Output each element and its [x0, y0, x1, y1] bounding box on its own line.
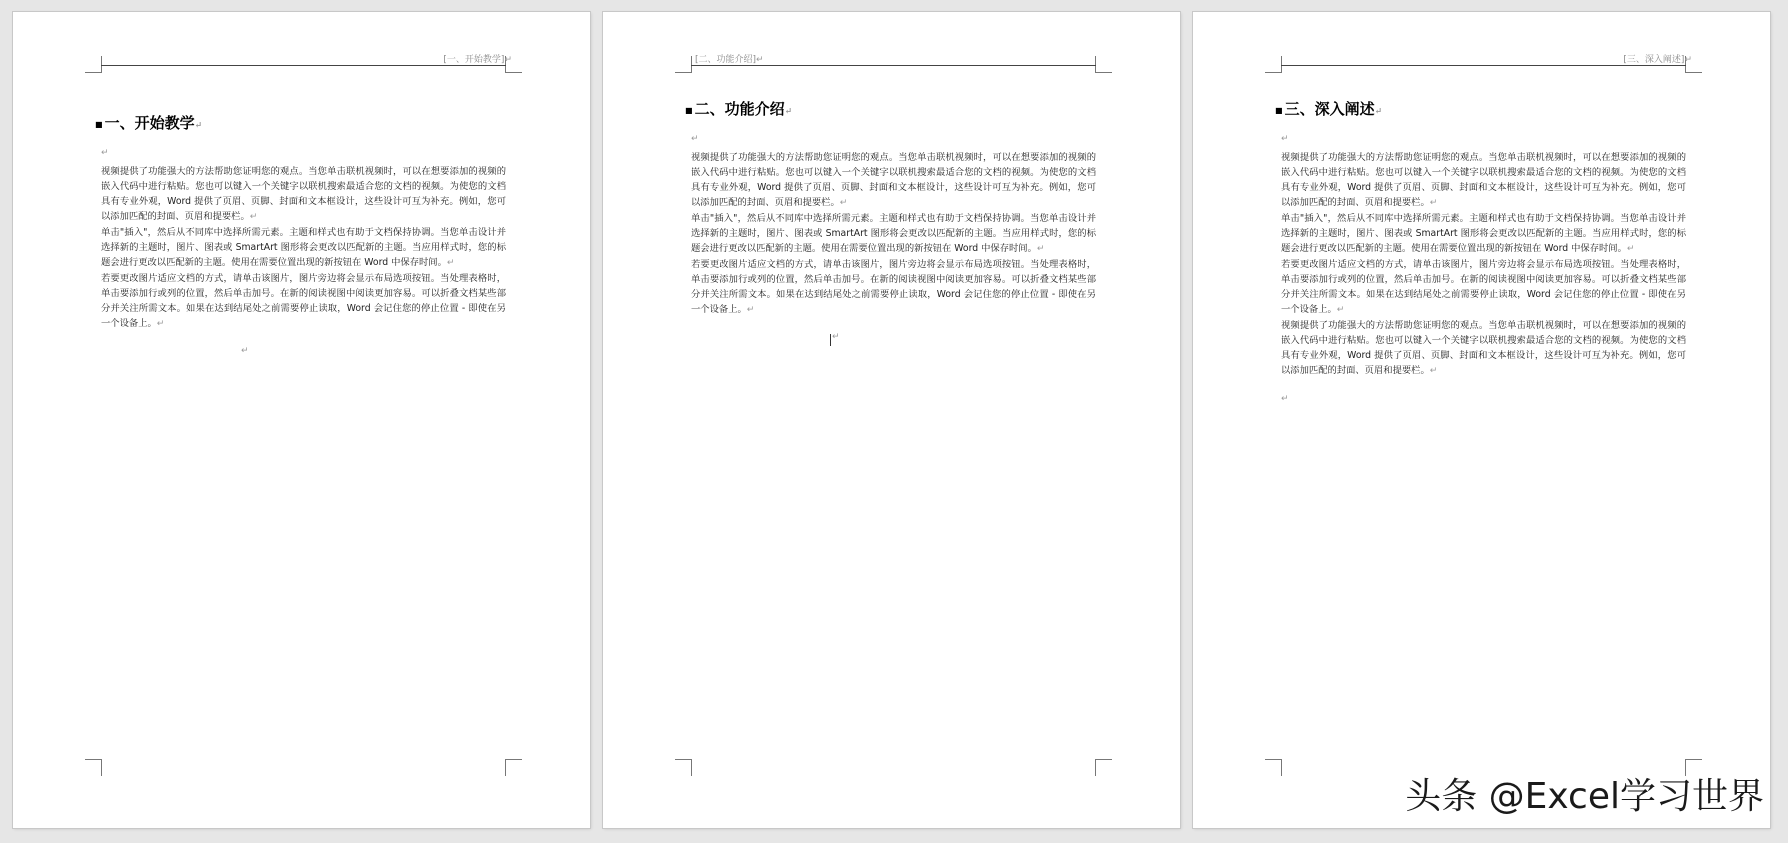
paragraph: 视频提供了功能强大的方法帮助您证明您的观点。当您单击联机视频时，可以在想要添加的视频的嵌入代码中进行粘贴。您也可以键入一个关键字以联机搜索最适合您的文档的视频。为使您的文档具有专业外观，Word 提供了页眉、页脚、封面和文本框设计，这些设计可互为补充。例如，您可以添加匹配的封面、页眉和提要栏。↵ — [1281, 320, 1686, 376]
crop-mark-bottom-left — [675, 759, 692, 776]
empty-paragraph-mark: ↵ — [1281, 394, 1289, 404]
body-text[interactable] — [691, 150, 1096, 318]
watermark: 头条 @Excel学习世界 — [1405, 776, 1764, 817]
empty-paragraph-mark: ↵ — [1281, 134, 1289, 144]
empty-paragraph-mark: ↵ — [691, 134, 699, 144]
paragraph: 若要更改图片适应文档的方式，请单击该图片，图片旁边将会显示布局选项按钮。当处理表格时，单击要添加行或列的位置，然后单击加号。在新的阅读视图中阅读更加容易。可以折叠文档某些部分并关注所需文本。如果在达到结尾处之前需要停止读取，Word 会记住您的停止位置 - 即使在另一个设备上。↵ — [101, 273, 506, 329]
text-cursor — [830, 334, 831, 346]
paragraph: 单击"插入"，然后从不同库中选择所需元素。主题和样式也有助于文档保持协调。当您单击设计并选择新的主题时，图片、图表或 SmartArt 图形将会更改以匹配新的主题。当应用样式时，您的标题会进行更改以匹配新的主题。使用在需要位置出现的新按钮在 Word 中保存时间。↵ — [691, 213, 1096, 254]
crop-mark-bottom-right — [1095, 759, 1112, 776]
paragraph: 视频提供了功能强大的方法帮助您证明您的观点。当您单击联机视频时，可以在想要添加的视频的嵌入代码中进行粘贴。您也可以键入一个关键字以联机搜索最适合您的文档的视频。为使您的文档具有专业外观，Word 提供了页眉、页脚、封面和文本框设计，这些设计可互为补充。例如，您可以添加匹配的封面、页眉和提要栏。↵ — [691, 152, 1096, 208]
header-rule — [1281, 65, 1686, 66]
section-heading[interactable]: ■ 二、功能介绍↵ — [685, 100, 793, 118]
paragraph: 若要更改图片适应文档的方式，请单击该图片，图片旁边将会显示布局选项按钮。当处理表格时，单击要添加行或列的位置，然后单击加号。在新的阅读视图中阅读更加容易。可以折叠文档某些部分并关注所需文本。如果在达到结尾处之前需要停止读取，Word 会记住您的停止位置 - 即使在另一个设备上。↵ — [1281, 259, 1686, 315]
paragraph: 视频提供了功能强大的方法帮助您证明您的观点。当您单击联机视频时，可以在想要添加的视频的嵌入代码中进行粘贴。您也可以键入一个关键字以联机搜索最适合您的文档的视频。为使您的文档具有专业外观，Word 提供了页眉、页脚、封面和文本框设计，这些设计可互为补充。例如，您可以添加匹配的封面、页眉和提要栏。↵ — [1281, 152, 1686, 208]
header-rule — [691, 65, 1096, 66]
paragraph: 单击"插入"，然后从不同库中选择所需元素。主题和样式也有助于文档保持协调。当您单击设计并选择新的主题时，图片、图表或 SmartArt 图形将会更改以匹配新的主题。当应用样式时，您的标题会进行更改以匹配新的主题。使用在需要位置出现的新按钮在 Word 中保存时间。↵ — [101, 227, 506, 268]
paragraph: 单击"插入"，然后从不同库中选择所需元素。主题和样式也有助于文档保持协调。当您单击设计并选择新的主题时，图片、图表或 SmartArt 图形将会更改以匹配新的主题。当应用样式时，您的标题会进行更改以匹配新的主题。使用在需要位置出现的新按钮在 Word 中保存时间。↵ — [1281, 213, 1686, 254]
empty-paragraph-mark: ↵ — [241, 346, 249, 356]
empty-paragraph-mark: ↵ — [101, 148, 109, 158]
document-page-3[interactable] — [1193, 12, 1770, 828]
crop-mark-bottom-left — [1265, 759, 1282, 776]
document-page-1[interactable] — [13, 12, 590, 828]
crop-mark-bottom-right — [505, 759, 522, 776]
body-text[interactable] — [101, 164, 506, 332]
paragraph: 若要更改图片适应文档的方式，请单击该图片，图片旁边将会显示布局选项按钮。当处理表格时，单击要添加行或列的位置，然后单击加号。在新的阅读视图中阅读更加容易。可以折叠文档某些部分并关注所需文本。如果在达到结尾处之前需要停止读取，Word 会记住您的停止位置 - 即使在另一个设备上。↵ — [691, 259, 1096, 315]
header-rule — [101, 65, 506, 66]
page-header[interactable]: [二、功能介绍]↵ — [695, 55, 764, 65]
crop-mark-top-left — [675, 56, 692, 73]
crop-mark-bottom-left — [85, 759, 102, 776]
paragraph: 视频提供了功能强大的方法帮助您证明您的观点。当您单击联机视频时，可以在想要添加的视频的嵌入代码中进行粘贴。您也可以键入一个关键字以联机搜索最适合您的文档的视频。为使您的文档具有专业外观，Word 提供了页眉、页脚、封面和文本框设计，这些设计可互为补充。例如，您可以添加匹配的封面、页眉和提要栏。↵ — [101, 166, 506, 222]
section-heading[interactable]: ■ 一、开始教学↵ — [95, 114, 203, 132]
crop-mark-top-left — [85, 56, 102, 73]
page-header[interactable]: [一、开始教学]↵ — [443, 55, 512, 65]
crop-mark-top-right — [1095, 56, 1112, 73]
body-text[interactable] — [1281, 150, 1686, 379]
empty-paragraph-mark: ↵ — [832, 332, 840, 342]
crop-mark-top-left — [1265, 56, 1282, 73]
section-heading[interactable]: ■ 三、深入阐述↵ — [1275, 100, 1383, 118]
document-page-2[interactable] — [603, 12, 1180, 828]
page-header[interactable]: [三、深入阐述]↵ — [1623, 55, 1692, 65]
